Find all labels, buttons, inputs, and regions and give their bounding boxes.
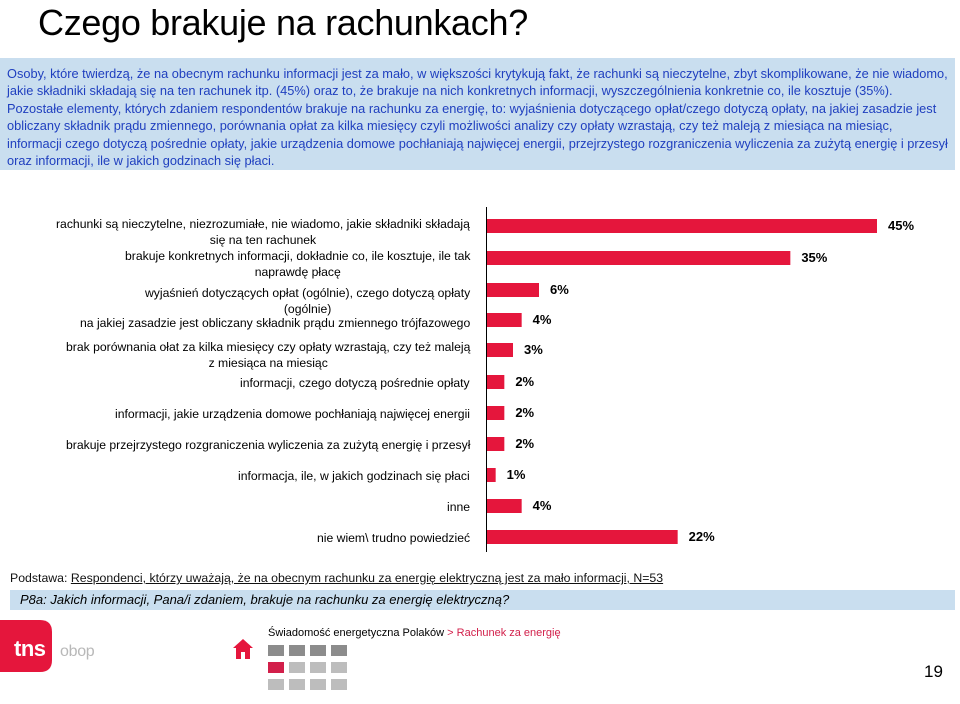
bar-11 bbox=[487, 530, 678, 544]
breadcrumb-section[interactable]: Rachunek za energię bbox=[456, 627, 561, 639]
question-box bbox=[10, 590, 955, 610]
nav-square[interactable] bbox=[289, 645, 305, 656]
category-label-line: naprawdę płacę bbox=[254, 265, 341, 279]
bar-2 bbox=[487, 251, 790, 265]
value-label: 3% bbox=[524, 342, 543, 357]
bar-8 bbox=[487, 437, 504, 451]
category-label-line: informacja, ile, w jakich godzinach się płaci bbox=[238, 469, 470, 483]
breadcrumb-study[interactable]: Świadomość energetyczna Polaków bbox=[268, 627, 445, 639]
category-label-line: rachunki są nieczytelne, niezrozumiałe, nie wiadomo, jakie składniki składają bbox=[56, 217, 470, 231]
bar-5 bbox=[487, 343, 513, 357]
logo-text-tns: tns bbox=[14, 636, 46, 661]
base-label: Podstawa: bbox=[10, 571, 68, 585]
bar-6 bbox=[487, 375, 504, 389]
category-label bbox=[66, 437, 470, 453]
category-label-line: brakuje przejrzystego rozgraniczenia wyliczenia za zużytą energię i przesył bbox=[66, 438, 471, 452]
summary-text: Osoby, które twierdzą, że na obecnym rachunku informacji jest za mało, w większości krytykują fakt, że rachunki są nieczytelne, zbyt skomplikowane, że nie wiadomo, jakie składniki składają się na ten rachunek itp. (45%) oraz to, że brakuje na nich konkretnych informacji, wyszczególnienia konkretnie co, ile kosztuje (35%). Pozostałe elementy, których zdaniem respondentów brakuje na rachunku za energię, to: wyjaśnienia dotyczącego opłat/czego dotyczą opłaty, na jakiej zasadzie jest obliczany składnik prądu zmiennego, porównania opłat za kilka miesięcy czyli możliwości analizy czy opłaty wzrastają, czy też maleją z miesiąca na miesiąc, informacji czego dotyczą pośrednie opłaty, jakie urządzenia domowe pochłaniają najwięcej energii, przejrzystego rozgraniczenia wyliczenia za zużytą energię i przesył oraz informacji, ile w jakich godzinach się płaci. bbox=[7, 66, 948, 169]
category-label-line: informacji, czego dotyczą pośrednie opłaty bbox=[240, 376, 470, 390]
category-label bbox=[238, 468, 470, 484]
value-label: 6% bbox=[550, 282, 569, 297]
bar-7 bbox=[487, 406, 504, 420]
nav-square[interactable] bbox=[268, 662, 284, 673]
category-label bbox=[56, 216, 470, 248]
bars-group bbox=[487, 219, 877, 544]
category-label bbox=[240, 375, 470, 391]
page-title: Czego brakuje na rachunkach? bbox=[38, 2, 528, 43]
value-label: 2% bbox=[515, 436, 535, 451]
value-label: 4% bbox=[532, 312, 552, 327]
base-text: Respondenci, którzy uważają, że na obecnym rachunku za energię elektryczną jest za mało informacji, N=53 bbox=[70, 571, 664, 585]
value-label: 1% bbox=[506, 467, 526, 482]
category-label-line: brakuje konkretnych informacji, dokładnie co, ile kosztuje, ile tak bbox=[125, 249, 471, 263]
nav-square[interactable] bbox=[310, 662, 326, 673]
nav-square[interactable] bbox=[268, 679, 284, 690]
nav-square[interactable] bbox=[289, 662, 305, 673]
footer-breadcrumb bbox=[268, 627, 561, 639]
value-label: 45% bbox=[888, 218, 915, 233]
home-icon[interactable] bbox=[232, 638, 254, 660]
category-label-line: na jakiej zasadzie jest obliczany składnik prądu zmiennego trójfazowego bbox=[80, 316, 471, 330]
category-label-line: brak porównania ołat za kilka miesięcy czy opłaty wzrastają, czy też maleją bbox=[66, 340, 471, 354]
breadcrumb-separator: > bbox=[447, 627, 454, 639]
category-label bbox=[125, 248, 470, 280]
category-label-line: się na ten rachunek bbox=[209, 233, 317, 247]
category-label bbox=[317, 530, 470, 546]
category-label-line: informacji, jakie urządzenia domowe pochłaniają najwięcej energii bbox=[115, 407, 470, 421]
category-label bbox=[66, 339, 470, 371]
category-label-line: z miesiąca na miesiąc bbox=[208, 356, 328, 370]
page-number: 19 bbox=[924, 662, 943, 681]
nav-square[interactable] bbox=[310, 679, 326, 690]
category-label bbox=[80, 315, 470, 331]
category-label bbox=[145, 285, 470, 317]
nav-square[interactable] bbox=[310, 645, 326, 656]
bar-9 bbox=[487, 468, 496, 482]
value-label: 2% bbox=[515, 374, 535, 389]
category-label-line: (ogólnie) bbox=[283, 302, 332, 316]
value-label: 35% bbox=[801, 250, 828, 265]
bar-1 bbox=[487, 219, 877, 233]
bar-3 bbox=[487, 283, 539, 297]
value-label: 22% bbox=[688, 529, 715, 544]
category-label bbox=[447, 499, 470, 515]
nav-square[interactable] bbox=[289, 679, 305, 690]
category-label-line: inne bbox=[447, 500, 471, 514]
bar-10 bbox=[487, 499, 522, 513]
base-note bbox=[10, 571, 663, 585]
nav-square[interactable] bbox=[331, 662, 347, 673]
nav-square[interactable] bbox=[331, 645, 347, 656]
category-label bbox=[115, 406, 470, 422]
question-text: P8a: Jakich informacji, Pana/i zdaniem, brakuje na rachunku za energię elektryczną? bbox=[20, 592, 510, 607]
logo-text-obop: obop bbox=[60, 643, 95, 660]
value-label: 2% bbox=[515, 405, 535, 420]
category-label-line: nie wiem\ trudno powiedzieć bbox=[317, 531, 471, 545]
bar-4 bbox=[487, 313, 522, 327]
value-label: 4% bbox=[532, 498, 552, 513]
category-label-line: wyjaśnień dotyczących opłat (ogólnie), czego dotyczą opłaty bbox=[145, 286, 471, 300]
nav-square[interactable] bbox=[331, 679, 347, 690]
nav-square[interactable] bbox=[268, 645, 284, 656]
